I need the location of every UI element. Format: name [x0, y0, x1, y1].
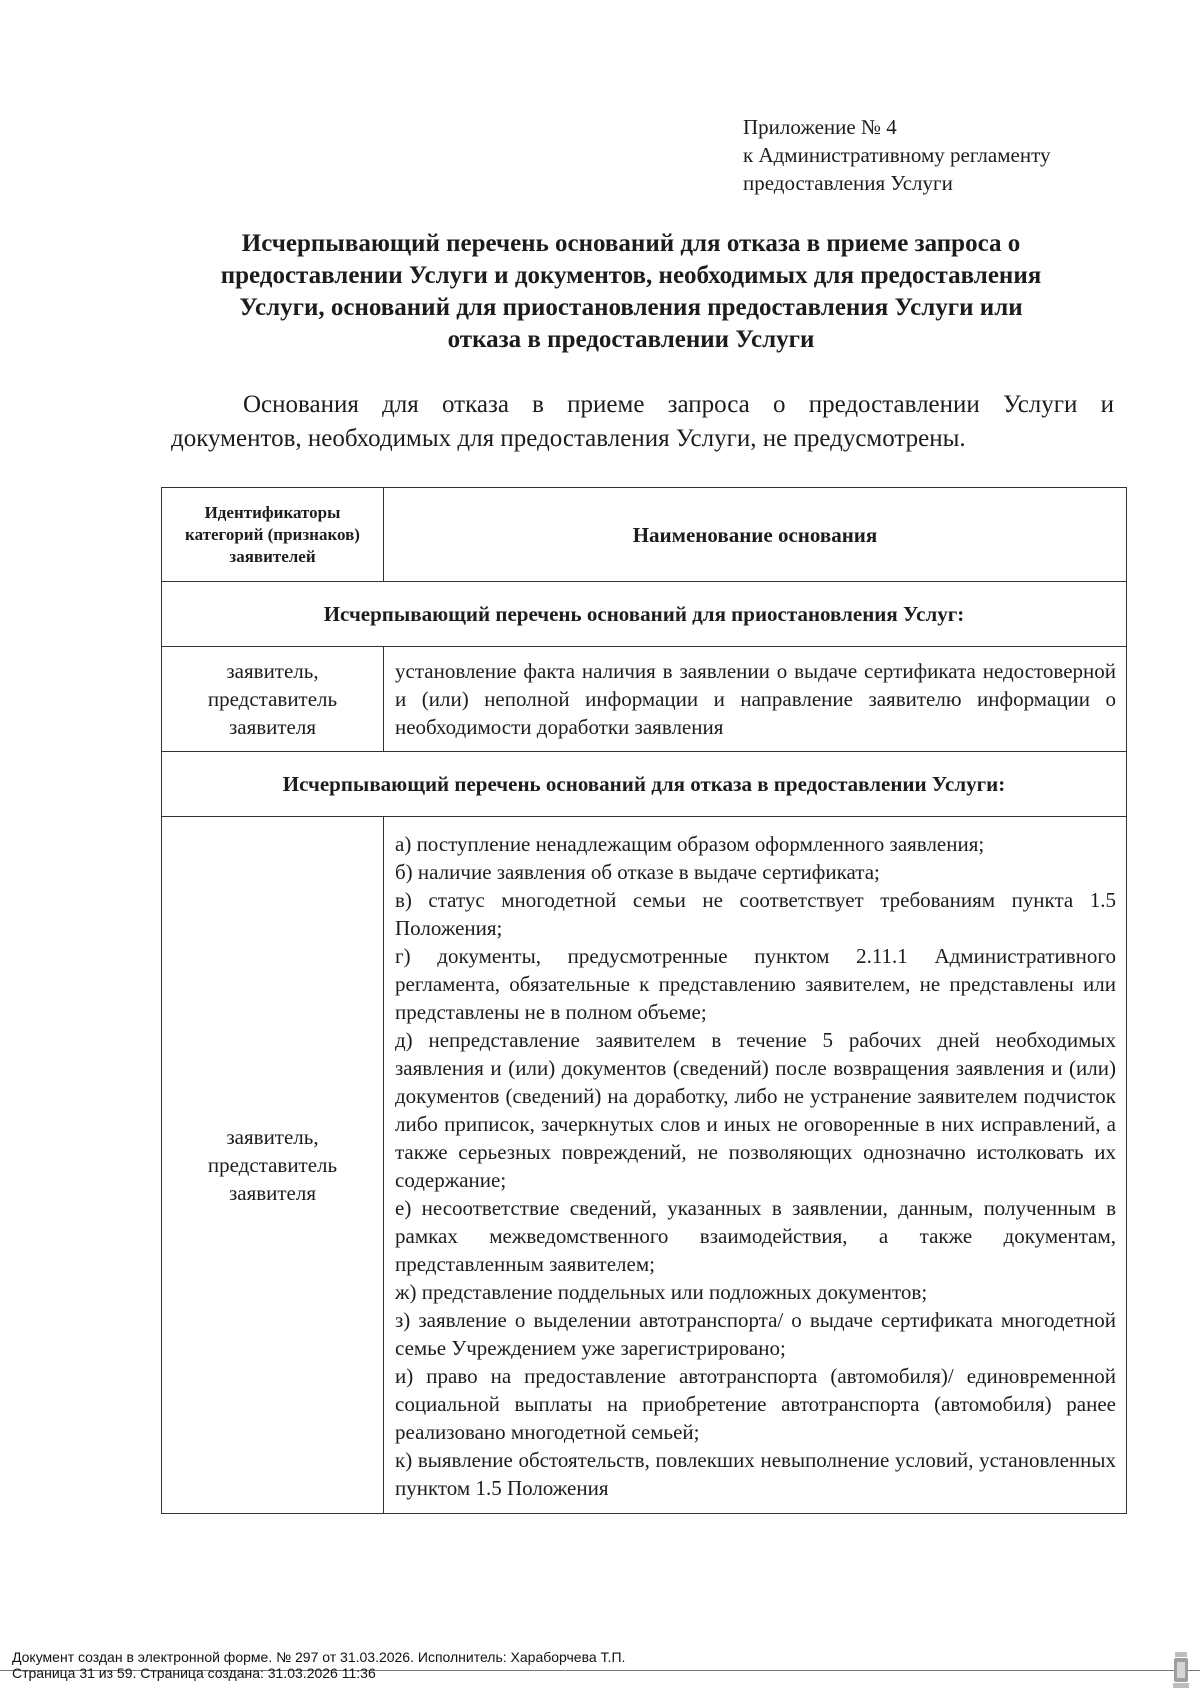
refusal-reasons	[384, 817, 1127, 1514]
list-item: в) статус многодетной семьи не соответствует требованиям пункта 1.5 Положения;	[395, 887, 1116, 940]
list-item: ж) представление поддельных или подложных документов;	[395, 1279, 928, 1304]
section-row-refusal	[162, 752, 1127, 817]
list-item: и) право на предоставление автотранспорта (автомобиля)/ единовременной социальной выплаты на приобретение автотранспорта (автомобиля) ранее реализовано многодетной семьей;	[395, 1363, 1116, 1444]
list-item: а) поступление ненадлежащим образом оформленного заявления;	[395, 831, 985, 856]
section-refusal-title: Исчерпывающий перечень оснований для отказа в предоставлении Услуги:	[162, 752, 1127, 817]
appendix-line-1: Приложение № 4	[743, 115, 897, 139]
appendix-note	[743, 113, 1050, 197]
emblem-icon	[1172, 1650, 1190, 1690]
header-identifiers: Идентификаторы категорий (признаков) заявителей	[162, 488, 384, 582]
intro-paragraph	[171, 388, 1114, 456]
footer-line-1: Документ создан в электронной форме. № 297 от 31.03.2026. Исполнитель: Хараборчева Т.П.	[12, 1649, 626, 1665]
header-ground-name: Наименование основания	[384, 488, 1127, 582]
list-item: к) выявление обстоятельств, повлекших невыполнение условий, установленных пунктом 1.5 Положения	[395, 1447, 1116, 1500]
table-row	[162, 817, 1127, 1514]
appendix-line-3: предоставления Услуги	[743, 171, 953, 195]
list-item: б) наличие заявления об отказе в выдаче сертификата;	[395, 859, 880, 884]
table-header-row	[162, 488, 1127, 582]
suspension-applicant: заявитель, представитель заявителя	[162, 647, 384, 752]
section-row-suspension	[162, 582, 1127, 647]
refusal-applicant: заявитель, представитель заявителя	[162, 817, 384, 1514]
intro-line-2: документов, необходимых для предоставления Услуги, не предусмотрены.	[171, 425, 966, 452]
title-line-3: Услуги, оснований для приостановления предоставления Услуги или	[239, 294, 1023, 321]
title-line-4: отказа в предоставлении Услуги	[447, 326, 815, 353]
list-item: з) заявление о выделении автотранспорта/ о выдаче сертификата многодетной семье Учреждением уже зарегистрировано;	[395, 1307, 1116, 1360]
title-line-2: предоставлении Услуги и документов, необходимых для предоставления	[220, 262, 1042, 289]
list-item: е) несоответствие сведений, указанных в заявлении, данным, полученным в рамках межведомственного взаимодействия, а также документам, представленным заявителем;	[395, 1195, 1116, 1276]
footer	[12, 1649, 625, 1681]
suspension-reason: установление факта наличия в заявлении о выдаче сертификата недостоверной и (или) неполной информации и направление заявителю информации о необходимости доработки заявления	[384, 647, 1127, 752]
appendix-line-2: к Административному регламенту	[743, 143, 1051, 167]
title-line-1: Исчерпывающий перечень оснований для отказа в приеме запроса о	[241, 230, 1021, 257]
grounds-table	[161, 487, 1127, 1514]
section-suspension-title: Исчерпывающий перечень оснований для приостановления Услуг:	[162, 582, 1127, 647]
intro-line-1: Основания для отказа в приеме запроса о предоставлении Услуги и	[243, 391, 1114, 418]
list-item: г) документы, предусмотренные пунктом 2.11.1 Административного регламента, обязательные к представлению заявителем, не представлены или представлены не в полном объеме;	[395, 943, 1116, 1024]
table-row	[162, 647, 1127, 752]
document-title	[160, 228, 1102, 356]
footer-line-2: Страница 31 из 59. Страница создана: 31.03.2026 11:36	[12, 1665, 376, 1681]
list-item: д) непредставление заявителем в течение 5 рабочих дней необходимых заявления и (или) документов (сведений) после возвращения заявления и (или) документов (сведений) на доработку, либо не устранение заявителем подчисток либо приписок, зачеркнутых слов и иных не оговоренные в них исправлений, а также серьезных повреждений, не позволяющих однозначно истолковать их содержание;	[395, 1027, 1116, 1192]
